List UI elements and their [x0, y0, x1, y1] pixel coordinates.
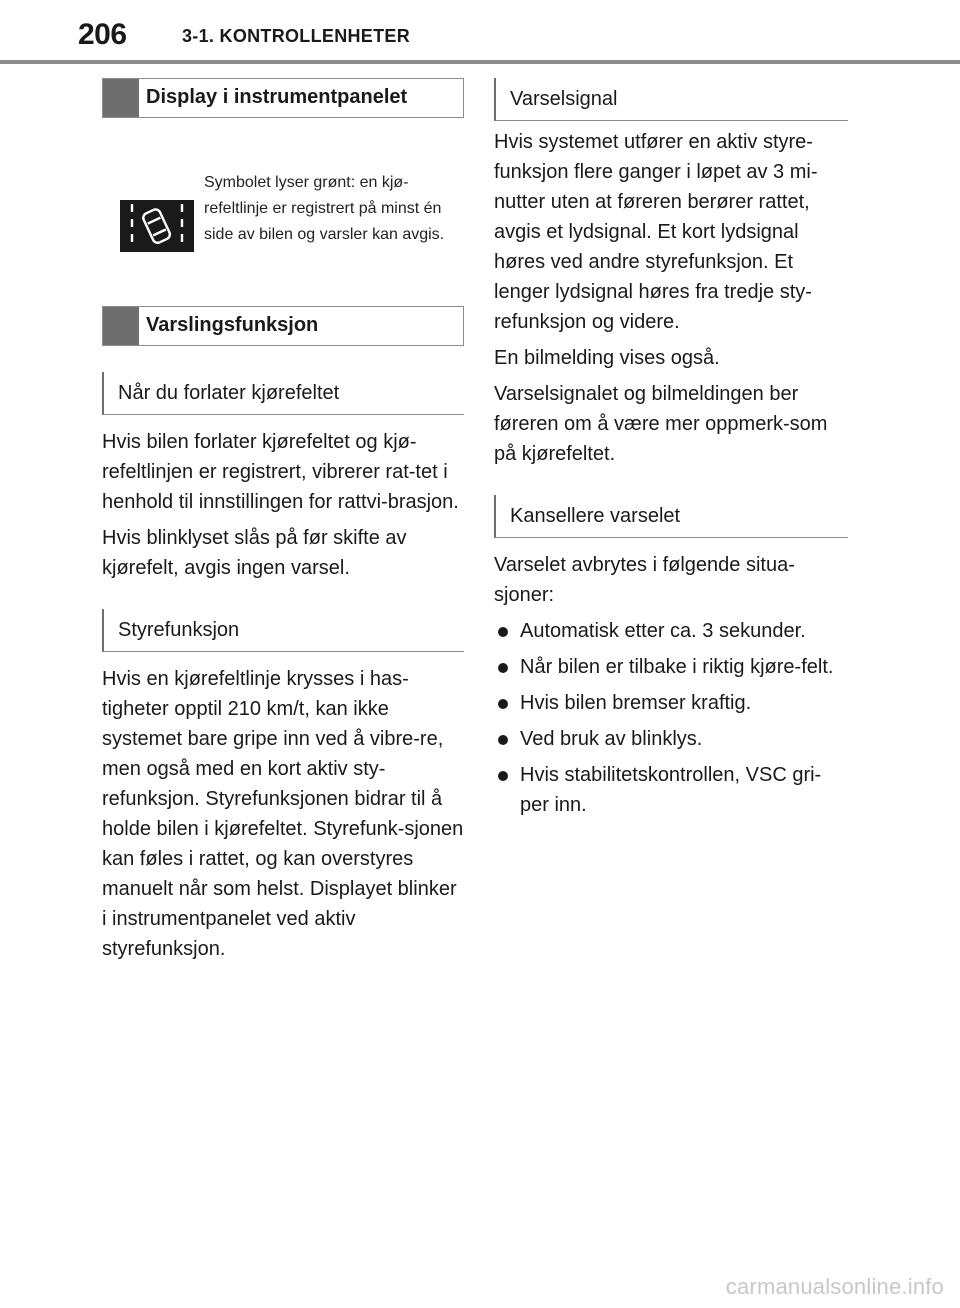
heading-bar [103, 307, 139, 345]
left-column [102, 78, 464, 964]
steering-heading-box [102, 609, 464, 652]
list-item-text: Hvis bilen bremser kraftig. [520, 692, 752, 714]
section-title: 3-1. KONTROLLENHETER [182, 26, 411, 46]
list-item-text: Automatisk etter ca. 3 sekunder. [520, 620, 806, 642]
cancel-list [494, 616, 848, 820]
display-heading: Display i instrumentpanelet [146, 86, 408, 108]
page-header [0, 0, 960, 66]
indicator-row [102, 118, 464, 250]
watermark: carmanualsonline.info [725, 1274, 944, 1299]
signal-paragraph-1: Hvis systemet utfører en aktiv styre-funksjon flere ganger i løpet av 3 mi-nutter uten at føreren berører rattet, avgis et lydsignal. Et kort lydsignal høres ved andre styrefunksjon. Et lenger lydsignal høres fra tredje sty-refunksjon og videre. [494, 131, 818, 333]
leaving-lane-paragraph-2: Hvis blinklyset slås på før skifte av kjørefelt, avgis ingen varsel. [102, 527, 407, 579]
bullet-icon [498, 663, 508, 673]
signal-paragraph-2: En bilmelding vises også. [494, 347, 720, 369]
leaving-lane-heading-box [102, 372, 464, 415]
steering-paragraph: Hvis en kjørefeltlinje krysses i has-tigheter opptil 210 km/t, kan ikke systemet bare gripe inn ved å vibre-re, men også med en kort aktiv sty-refunksjon. Styrefunksjonen bidrar til å holde bilen i kjørefeltet. Styrefunk-sjonen kan føles i rattet, og kan overstyres manuelt når som helst. Displayet blinker i instrumentpanelet ved aktiv styrefunksjon. [102, 668, 464, 960]
signal-heading-box [494, 78, 848, 121]
leaving-lane-heading: Når du forlater kjørefeltet [118, 382, 340, 404]
cancel-intro: Varselet avbrytes i følgende situa-sjoner: [494, 554, 795, 606]
display-heading-box [102, 78, 464, 118]
list-item [494, 724, 848, 754]
lane-departure-svg [120, 200, 194, 252]
list-item [494, 652, 848, 682]
warning-heading: Varslingsfunksjon [146, 314, 319, 336]
list-item-text: Når bilen er tilbake i riktig kjøre-felt. [520, 656, 834, 678]
bullet-icon [498, 627, 508, 637]
signal-heading: Varselsignal [510, 88, 618, 110]
bullet-icon [498, 735, 508, 745]
bullet-icon [498, 771, 508, 781]
cancel-heading-box [494, 495, 848, 538]
warning-heading-box [102, 306, 464, 346]
right-column [494, 78, 848, 820]
cancel-heading: Kansellere varselet [510, 505, 681, 527]
list-item [494, 688, 848, 718]
header-divider [0, 60, 960, 64]
list-item [494, 760, 848, 820]
steering-heading: Styrefunksjon [118, 619, 240, 641]
signal-paragraph-3: Varselsignalet og bilmeldingen ber føreren om å være mer oppmerk-som på kjørefeltet. [494, 383, 828, 465]
list-item [494, 616, 848, 646]
icon-description: Symbolet lyser grønt: en kjø-refeltlinje er registrert på minst én side av bilen og varsler kan avgis. [204, 174, 445, 243]
list-item-text: Hvis stabilitetskontrollen, VSC gri-per inn. [520, 764, 822, 816]
bullet-icon [498, 699, 508, 709]
lane-departure-car-icon [120, 200, 194, 252]
page-number: 206 [78, 18, 127, 51]
leaving-lane-paragraph-1: Hvis bilen forlater kjørefeltet og kjø-refeltlinjen er registrert, vibrerer rat-tet i henhold til innstillingen for rattvi-brasjon. [102, 431, 459, 513]
heading-bar [103, 79, 139, 117]
list-item-text: Ved bruk av blinklys. [520, 728, 703, 750]
